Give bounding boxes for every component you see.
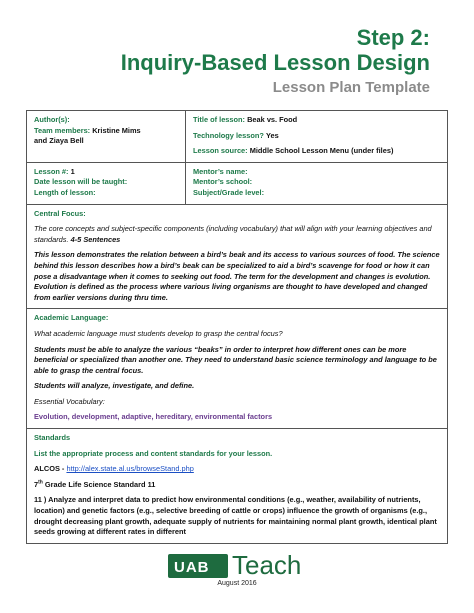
table-row-academic-language xyxy=(27,309,447,429)
team-value-1: Kristine Mims xyxy=(92,125,141,135)
team-label: Team members: xyxy=(34,125,91,135)
central-focus-heading: Central Focus: xyxy=(34,208,86,218)
title-value: Beak vs. Food xyxy=(247,115,298,124)
step-heading: Step 2: xyxy=(356,25,430,50)
page-subtitle: Lesson Plan Template xyxy=(272,79,430,96)
teach-logo-word: Teach xyxy=(232,550,302,580)
standards-heading: Standards xyxy=(34,433,71,443)
lesson-num-label: Lesson #: xyxy=(34,166,69,176)
central-focus-prompt-bold: 4-5 Sentences xyxy=(70,234,121,244)
vocab-list: Evolution, development, adaptive, hereditary, environmental factors xyxy=(34,412,273,422)
grade-num: 7 xyxy=(34,479,39,489)
footer-date: August 2016 xyxy=(217,580,257,587)
standards-prompt: List the appropriate process and content standards for your lesson. xyxy=(34,448,273,458)
uab-logo-mark xyxy=(168,554,228,578)
grade-rest: Grade Life Science Standard 11 xyxy=(44,479,156,489)
academic-language-body-2: Students will analyze, investigate, and define. xyxy=(34,381,195,391)
source-value: Middle School Lesson Menu (under files) xyxy=(249,146,394,156)
tech-value: Yes xyxy=(265,130,279,140)
uab-teach-logo xyxy=(168,550,308,580)
lesson-info-cell xyxy=(186,111,447,162)
central-focus-cell xyxy=(27,205,447,309)
central-focus-body: This lesson demonstrates the relation between a bird’s beak and its access to various sources of food. The science behind this lesson describes how a bird’s beak can be specialized to aid a bird’s scavenge for food or how it can pose a disadvantage when it comes to seeking out food. The term for the development and changes is evolution. Evolution is defined as the process where various living organisms are thought to have developed and changed from earlier versions during thru time. xyxy=(34,250,440,302)
authors-cell xyxy=(27,111,186,162)
title-label: Title of lesson: xyxy=(193,115,246,124)
academic-language-heading: Academic Language: xyxy=(34,313,109,323)
lesson-plan-table xyxy=(26,110,448,544)
academic-language-cell xyxy=(27,309,447,428)
table-row-central-focus xyxy=(27,205,447,310)
table-row-lesson xyxy=(27,163,447,205)
uab-logo-mark-text: UAB xyxy=(174,559,210,576)
central-focus-prompt: The core concepts and subject-specific components (including vocabulary) that will align with your learning objectives and standards. xyxy=(34,224,432,244)
tech-label: Technology lesson? xyxy=(193,130,264,140)
grade-sup: th xyxy=(38,479,43,486)
academic-language-prompt: What academic language must students develop to grasp the central focus? xyxy=(34,328,283,338)
alcos-link[interactable]: http://alex.state.al.us/browseStand.php xyxy=(66,464,194,474)
lesson-cell xyxy=(27,163,186,204)
table-row-authors xyxy=(27,111,447,163)
date-label: Date lesson will be taught: xyxy=(34,177,128,187)
table-row-standards xyxy=(27,429,447,543)
authors-label: Author(s): xyxy=(34,115,70,124)
mentor-school-label: Mentor’s school: xyxy=(193,177,253,187)
source-label: Lesson source: xyxy=(193,146,248,156)
length-label: Length of lesson: xyxy=(34,187,96,197)
mentor-cell xyxy=(186,163,447,204)
alcos-label: ALCOS - xyxy=(34,464,65,474)
page-title: Inquiry-Based Lesson Design xyxy=(120,50,430,75)
team-value-2: and Ziaya Bell xyxy=(34,136,84,146)
vocab-label: Essential Vocabulary: xyxy=(34,396,105,406)
standard-text: 11 ) Analyze and interpret data to predict how environmental conditions (e.g., weather, availability of nutrients, location) and genetic factors (e.g., selective breeding of cattle or crops) influence the growth of organisms (e.g., drought decreasing plant growth, adequate supply of nutrients for maintaining normal plant growth, identical plant seeds growing at different rates in different xyxy=(34,495,437,537)
academic-language-body-1: Students must be able to analyze the various “beaks” in order to interpret how different ones can be more beneficial or specialized than another one. They need to understand basic science terminology and language to be able to grasp the central focus. xyxy=(34,344,437,375)
subject-label: Subject/Grade level: xyxy=(193,187,265,197)
mentor-name-label: Mentor’s name: xyxy=(193,166,248,176)
lesson-num-value: 1 xyxy=(70,166,75,176)
standards-cell xyxy=(27,429,447,543)
